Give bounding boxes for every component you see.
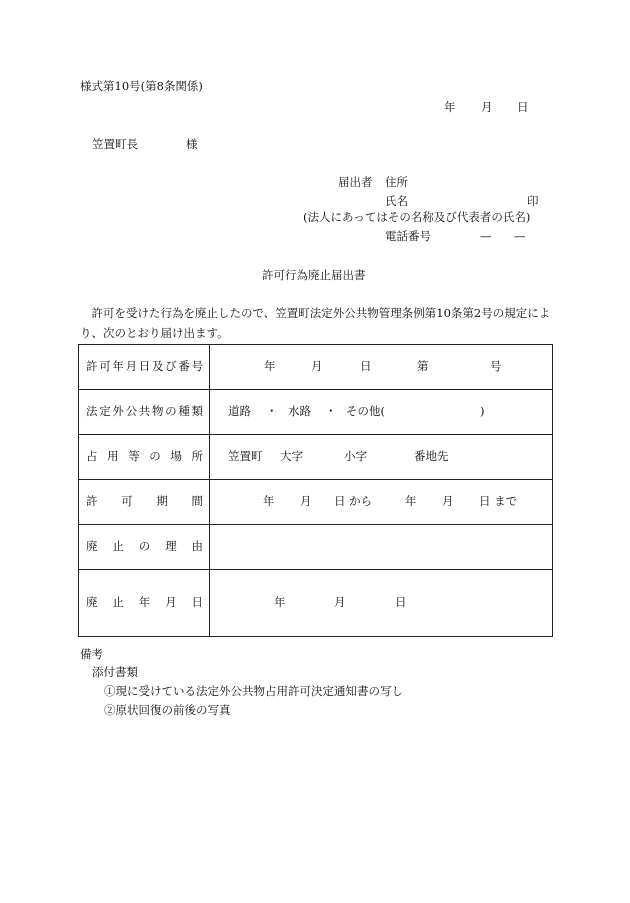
submission-date [444,101,529,115]
permit-date-number-field[interactable] [210,345,553,390]
abolition-month-unit: 月 [334,595,346,610]
period-start-day-from: 日 から [334,494,373,509]
period-start-month-unit: 月 [300,494,312,509]
label-char: 止 [112,539,124,554]
label-char: 月 [125,359,138,374]
label-char: 日 [138,359,151,374]
recipient-honorific: 様 [186,137,198,151]
label-char: 共 [138,404,151,419]
label-char: 場 [170,449,182,464]
location-oaza: 大字 [280,449,303,464]
label-char: の [165,404,177,419]
phone-separators [480,230,548,244]
table-row [79,345,553,390]
table-row [79,435,553,480]
permit-year-unit: 年 [264,359,276,374]
abolition-reason-field[interactable] [210,525,553,570]
abolition-date-label [79,570,210,637]
label-text [79,450,209,464]
label-char: 番 [178,359,190,374]
abolition-year-unit: 年 [274,595,286,610]
permit-go-suffix: 号 [490,359,502,374]
label-char: 種 [178,404,190,419]
label-char: 外 [112,404,124,419]
seal-mark: 印 [527,194,539,208]
separator-dot: ・ [325,404,337,419]
permit-day-unit: 日 [360,359,372,374]
label-char: 定 [99,404,111,419]
table-row [79,570,553,637]
label-char: 占 [86,449,98,464]
recipient-line [92,138,198,152]
label-char: 号 [191,359,203,374]
label-char: 可 [99,359,111,374]
abolition-day-unit: 日 [395,595,407,610]
label-char: 物 [151,404,164,419]
label-char: 日 [191,595,203,610]
label-char: 用 [107,449,119,464]
label-char: 許 [86,359,98,374]
option-other[interactable]: その他( [346,404,385,419]
label-char: 等 [128,449,140,464]
phone-dash-2: — [514,229,526,243]
label-char: 所 [191,449,203,464]
label-char: 廃 [86,539,98,554]
option-waterway[interactable]: 水路 [288,404,311,419]
label-char: 廃 [86,595,98,610]
permit-dai-prefix: 第 [417,359,429,374]
abolition-date-field[interactable] [210,570,553,637]
attachment-item-2: ②原状回復の前後の写真 [104,703,231,717]
label-char: 由 [191,539,203,554]
label-char: 月 [165,595,177,610]
label-char: の [149,449,161,464]
date-day-unit: 日 [517,100,529,114]
table-row [79,390,553,435]
occupancy-location-field[interactable] [210,435,553,480]
date-year-unit: 年 [444,100,456,114]
corporation-note: (法人にあってはその名称及び代表者の氏名) [303,210,531,224]
address-label: 住所 [385,175,408,189]
option-other-close: ) [480,404,485,419]
label-text [79,405,209,419]
document-title: 許可行為廃止届出書 [262,268,366,282]
label-char: 類 [191,404,203,419]
label-char: 可 [121,494,133,509]
label-char: 許 [86,494,98,509]
notification-form-table [78,344,553,637]
form-number: 様式第10号(第8条関係) [80,79,203,93]
attachment-item-1: ①現に受けている法定外公共物占用許可決定通知書の写し [104,684,403,698]
location-koaza: 小字 [344,449,367,464]
table-row [79,480,553,525]
period-start-year-unit: 年 [263,494,275,509]
name-label: 氏名 [385,194,408,208]
label-text [79,540,209,554]
label-char: 年 [112,359,124,374]
label-char: 理 [165,539,177,554]
abolition-reason-label [79,525,210,570]
property-type-field[interactable] [210,390,553,435]
label-char: 公 [125,404,138,419]
label-char: 間 [191,494,203,509]
document-body: 許可を受けた行為を廃止したので、笠置町法定外公共物管理条例第10条第2号の規定により、次のとおり届け出ます。 [80,306,551,340]
attachments-label: 添付書類 [92,665,138,679]
permit-period-field[interactable] [210,480,553,525]
occupancy-location-label [79,435,210,480]
notifier-label: 届出者 [338,175,373,189]
permit-month-unit: 月 [311,359,323,374]
label-text [79,596,209,610]
notes-heading: 備考 [80,647,103,661]
label-char: 止 [112,595,124,610]
label-char: 法 [86,404,98,419]
location-banchi: 番地先 [414,449,449,464]
label-text [79,495,209,509]
location-town: 笠置町 [228,449,263,464]
separator-dot: ・ [266,404,278,419]
label-char: 年 [138,595,151,610]
date-month-unit: 月 [481,100,493,114]
label-char: び [165,359,177,374]
period-end-year-unit: 年 [405,494,417,509]
property-type-label [79,390,210,435]
label-text [79,360,209,374]
label-char: の [138,539,151,554]
period-end-month-unit: 月 [442,494,454,509]
permit-period-label [79,480,210,525]
phone-dash-1: — [480,229,492,243]
permit-date-number-label [79,345,210,390]
table-row [79,525,553,570]
phone-label: 電話番号 [385,229,431,243]
period-end-day-until: 日 まで [479,494,518,509]
option-road[interactable]: 道路 [228,404,251,419]
recipient-title: 笠置町長 [92,137,138,151]
label-char: 及 [151,359,164,374]
label-char: 期 [156,494,168,509]
